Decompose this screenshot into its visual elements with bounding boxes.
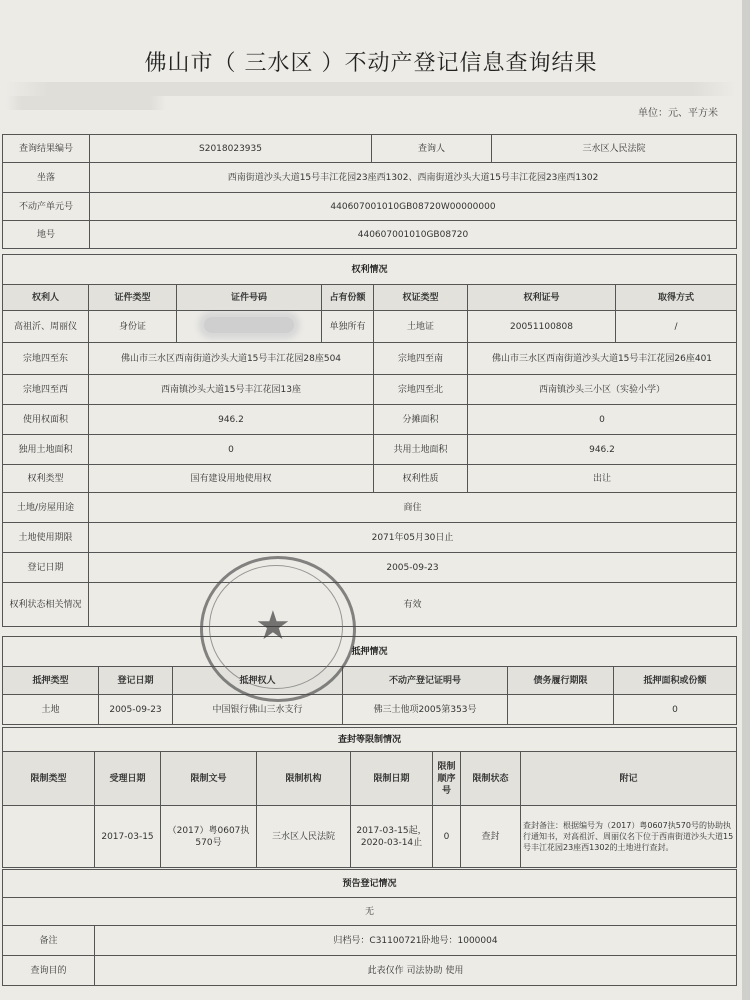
- mortgage-cert: 佛三土他项2005第353号: [343, 695, 508, 725]
- reg-date-label: 登记日期: [3, 553, 89, 583]
- common-area: 946.2: [468, 435, 737, 465]
- purpose-use: 商住: [89, 493, 737, 523]
- common-area-label: 共用土地面积: [374, 435, 468, 465]
- south-label: 宗地四至南: [374, 343, 468, 375]
- south-boundary: 佛山市三水区西南街道沙头大道15号丰江花园26座401: [468, 343, 737, 375]
- id-number-redacted: [177, 311, 322, 343]
- cert-type: 土地证: [374, 311, 468, 343]
- mortgage-header-cert: 不动产登记证明号: [343, 667, 508, 695]
- remarks-label: 备注: [3, 926, 95, 956]
- seizure-header-doc-no: 限制文号: [161, 752, 257, 806]
- seizure-table: [2, 727, 737, 868]
- header-cert-no: 权利证号: [468, 285, 616, 311]
- seizure-accept-date: 2017-03-15: [95, 806, 161, 868]
- east-boundary: 佛山市三水区西南街道沙头大道15号丰江花园28座504: [89, 343, 374, 375]
- footer-table: [2, 869, 737, 986]
- document-title: 佛山市（ 三水区 ）不动产登记信息查询结果: [144, 51, 598, 76]
- unit-no-label: 不动产单元号: [3, 193, 90, 221]
- nature: 出让: [468, 465, 737, 493]
- parcel-label: 地号: [3, 221, 90, 249]
- mortgage-date: 2005-09-23: [99, 695, 173, 725]
- header-owner: 权利人: [3, 285, 89, 311]
- seizure-header-agency: 限制机构: [257, 752, 351, 806]
- query-purpose-value: 此表仅作 司法协助 使用: [95, 956, 737, 986]
- share: 单独所有: [322, 311, 374, 343]
- right-type-label: 权利类型: [3, 465, 89, 493]
- north-boundary: 西南镇沙头三小区（实验小学）: [468, 375, 737, 405]
- official-seal: [200, 556, 356, 702]
- query-info-table: [2, 134, 737, 249]
- header-id-type: 证件类型: [89, 285, 177, 311]
- query-purpose-label: 查询目的: [3, 956, 95, 986]
- seizure-date-range: 2017-03-15起，2020-03-14止: [351, 806, 433, 868]
- mortgage-header-date: 登记日期: [99, 667, 173, 695]
- mortgage-area: 0: [614, 695, 737, 725]
- mortgage-header-term: 债务履行期限: [508, 667, 614, 695]
- location-label: 坐落: [3, 163, 90, 193]
- seizure-header-state: 限制状态: [461, 752, 521, 806]
- exclusive-area: 0: [89, 435, 374, 465]
- unit-note: 单位：元、平方米: [638, 108, 718, 119]
- notice-reg-value: 无: [3, 898, 737, 926]
- owner: 高祖沂、周丽仪: [3, 311, 89, 343]
- shared-area-label: 分摊面积: [374, 405, 468, 435]
- location: 西南街道沙头大道15号丰江花园23座西1302、西南街道沙头大道15号丰江花园23座西1302: [90, 163, 737, 193]
- seizure-header-type: 限制类型: [3, 752, 95, 806]
- faded-notice: [6, 82, 736, 110]
- header-cert-type: 权证类型: [374, 285, 468, 311]
- acquire: /: [616, 311, 737, 343]
- use-area-label: 使用权面积: [3, 405, 89, 435]
- mortgage-header-holder: 抵押权人: [173, 667, 343, 695]
- seizure-header-accept-date: 受理日期: [95, 752, 161, 806]
- id-type: 身份证: [89, 311, 177, 343]
- mortgage-section-title: 抵押情况: [3, 637, 737, 667]
- seizure-state: 查封: [461, 806, 521, 868]
- requester: 三水区人民法院: [492, 135, 737, 163]
- seizure-seq: 0: [433, 806, 461, 868]
- right-type: 国有建设用地使用权: [89, 465, 374, 493]
- use-area: 946.2: [89, 405, 374, 435]
- purpose-use-label: 土地/房屋用途: [3, 493, 89, 523]
- rights-table: [2, 254, 737, 627]
- north-label: 宗地四至北: [374, 375, 468, 405]
- shared-area: 0: [468, 405, 737, 435]
- seizure-type: [3, 806, 95, 868]
- seizure-note: 查封备注：根据编号为（2017）粤0607执570号的协助执行通知书，对高祖沂、周丽仪名下位于西南街道沙头大道15号丰江花园23座西1302的土地进行查封。: [521, 806, 737, 868]
- nature-label: 权利性质: [374, 465, 468, 493]
- mortgage-table: [2, 636, 737, 725]
- term-label: 土地使用期限: [3, 523, 89, 553]
- mortgage-holder: 中国银行佛山三水支行: [173, 695, 343, 725]
- mortgage-header-area: 抵押面积或份额: [614, 667, 737, 695]
- west-boundary: 西南镇沙头大道15号丰江花园13座: [89, 375, 374, 405]
- query-number: S2018023935: [90, 135, 372, 163]
- seizure-header-date: 限制日期: [351, 752, 433, 806]
- parcel-no: 440607001010GB08720: [90, 221, 737, 249]
- term: 2071年05月30日止: [89, 523, 737, 553]
- seizure-doc-no: （2017）粤0607执570号: [161, 806, 257, 868]
- requester-label: 查询人: [372, 135, 492, 163]
- east-label: 宗地四至东: [3, 343, 89, 375]
- notice-reg-section-title: 预告登记情况: [3, 870, 737, 898]
- mortgage-type: 土地: [3, 695, 99, 725]
- unit-no: 440607001010GB08720W00000000: [90, 193, 737, 221]
- header-acquire: 取得方式: [616, 285, 737, 311]
- rights-section-title: 权利情况: [3, 255, 737, 285]
- exclusive-area-label: 独用土地面积: [3, 435, 89, 465]
- seizure-agency: 三水区人民法院: [257, 806, 351, 868]
- mortgage-term: [508, 695, 614, 725]
- seizure-section-title: 查封等限制情况: [3, 728, 737, 752]
- header-share: 占有份额: [322, 285, 374, 311]
- seizure-header-note: 附记: [521, 752, 737, 806]
- star-icon: ★: [255, 603, 291, 649]
- status: 有效: [89, 583, 737, 627]
- seizure-header-seq: 限制顺序号: [433, 752, 461, 806]
- west-label: 宗地四至西: [3, 375, 89, 405]
- remarks-value: 归档号：C31100721卧地号：1000004: [95, 926, 737, 956]
- header-id-number: 证件号码: [177, 285, 322, 311]
- reg-date: 2005-09-23: [89, 553, 737, 583]
- query-number-label: 查询结果编号: [3, 135, 90, 163]
- status-label: 权利状态相关情况: [3, 583, 89, 627]
- mortgage-header-type: 抵押类型: [3, 667, 99, 695]
- cert-no: 20051100808: [468, 311, 616, 343]
